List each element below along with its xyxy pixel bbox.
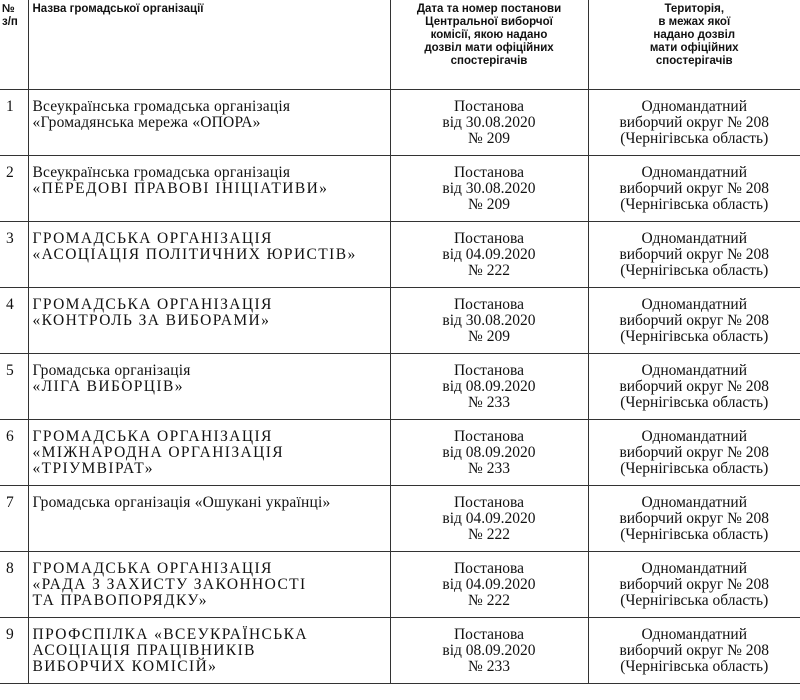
header-line: Центральної виборчої [425,16,553,28]
decision-line: Постанова [453,626,525,643]
territory-cell [588,156,800,222]
decision-line: Постанова [453,98,525,115]
decision-line: від 04.09.2020 [442,510,536,527]
territory-line: виборчий округ № 208 [619,576,770,593]
row-number: 3 [0,222,28,288]
header-organization [28,0,390,90]
row-number: 2 [0,156,28,222]
territory-line: (Чернігівська область) [620,658,769,675]
territory-cell [588,354,800,420]
decision-cell [390,486,588,552]
organization-name-line: ГРОМАДСЬКА ОРГАНІЗАЦІЯ [32,230,273,247]
decision-line: Постанова [453,494,525,511]
territory-line: Одномандатний [641,98,748,115]
organization-name-cell [28,90,390,156]
decision-line: від 08.09.2020 [442,444,536,461]
row-number: 4 [0,288,28,354]
territory-line: (Чернігівська область) [620,130,769,147]
organization-name-cell [28,552,390,618]
organization-name-line: ГРОМАДСЬКА ОРГАНІЗАЦІЯ [32,428,273,445]
organization-name-line: «АСОЦІАЦІЯ ПОЛІТИЧНИХ ЮРИСТІВ» [32,246,357,263]
organization-name-line: Всеукраїнська громадська організація [32,98,291,115]
organization-name-line: «ЛІГА ВИБОРЦІВ» [32,378,184,395]
header-row [0,0,800,90]
decision-line: № 233 [468,394,510,411]
table-row [0,90,800,156]
organization-name-cell [28,420,390,486]
row-number: 9 [0,618,28,684]
decision-line: Постанова [453,560,525,577]
territory-cell [588,288,800,354]
territory-line: виборчий округ № 208 [619,114,770,131]
header-line: з/п [2,16,18,28]
decision-line: Постанова [453,164,525,181]
territory-line: (Чернігівська область) [620,592,769,609]
organization-name-line: ПРОФСПІЛКА «ВСЕУКРАЇНСЬКА [32,626,308,643]
organization-name-line: Громадська організація «Ошукані українці» [32,494,331,511]
organization-name-cell [28,354,390,420]
decision-cell [390,156,588,222]
header-line: мати офіційних [649,42,739,54]
decision-cell [390,90,588,156]
row-number: 5 [0,354,28,420]
decision-line: № 222 [468,592,510,609]
decision-line: № 222 [468,526,510,543]
decision-line: № 233 [468,658,510,675]
row-number: 7 [0,486,28,552]
table-row [0,222,800,288]
decision-line: Постанова [453,428,525,445]
row-number: 8 [0,552,28,618]
organization-name-cell [28,288,390,354]
header-line: дозвіл мати офіційних [424,42,554,54]
territory-line: Одномандатний [641,560,748,577]
decision-line: № 233 [468,460,510,477]
row-number: 1 [0,90,28,156]
organization-name-line: «Громадянська мережа «ОПОРА» [32,114,261,131]
territory-line: Одномандатний [641,494,748,511]
organization-name-cell [28,618,390,684]
header-decision [390,0,588,90]
table-row [0,354,800,420]
territory-line: виборчий округ № 208 [619,642,770,659]
organization-name-line: Громадська організація [32,362,191,379]
territory-cell [588,222,800,288]
decision-line: від 30.08.2020 [442,312,536,329]
territory-line: виборчий округ № 208 [619,510,770,527]
organization-name-line: ГРОМАДСЬКА ОРГАНІЗАЦІЯ [32,560,273,577]
decision-cell [390,354,588,420]
territory-cell [588,486,800,552]
territory-line: (Чернігівська область) [620,460,769,477]
decision-line: Постанова [453,230,525,247]
territory-line: (Чернігівська область) [620,526,769,543]
organization-name-cell [28,486,390,552]
table-header [0,0,800,90]
header-line: надано дозвіл [653,29,736,41]
decision-line: від 30.08.2020 [442,180,536,197]
header-line: комісії, якою надано [430,29,548,41]
table-row [0,420,800,486]
territory-line: Одномандатний [641,626,748,643]
decision-line: Постанова [453,362,525,379]
decision-cell [390,618,588,684]
header-line: Дата та номер постанови [416,3,562,15]
table-row [0,288,800,354]
decision-line: Постанова [453,296,525,313]
territory-cell [588,552,800,618]
table-body [0,90,800,684]
territory-line: Одномандатний [641,362,748,379]
decision-cell [390,420,588,486]
header-line: спостерігачів [450,55,528,67]
territory-cell [588,618,800,684]
organization-name-line: «РАДА З ЗАХИСТУ ЗАКОННОСТІ [32,576,307,593]
territory-cell [588,90,800,156]
decision-line: № 209 [468,196,510,213]
decision-cell [390,222,588,288]
decision-line: від 04.09.2020 [442,246,536,263]
decision-line: № 209 [468,130,510,147]
organization-name-line: «МІЖНАРОДНА ОРГАНІЗАЦІЯ [32,444,285,461]
organization-name-cell [28,222,390,288]
header-territory [588,0,800,90]
organization-name-line: «ПЕРЕДОВІ ПРАВОВІ ІНІЦІАТИВИ» [32,180,329,197]
decision-line: від 08.09.2020 [442,378,536,395]
territory-line: Одномандатний [641,230,748,247]
territory-line: (Чернігівська область) [620,196,769,213]
organization-name-line: Всеукраїнська громадська організація [32,164,291,181]
territory-line: Одномандатний [641,428,748,445]
organization-name-line: АСОЦІАЦІЯ ПРАЦІВНИКІВ [32,642,256,659]
territory-line: виборчий округ № 208 [619,378,770,395]
header-line: спостерігачів [655,55,733,67]
decision-line: від 30.08.2020 [442,114,536,131]
header-line: Назва громадської організації [32,3,204,15]
territory-line: виборчий округ № 208 [619,246,770,263]
organization-name-line: «КОНТРОЛЬ ЗА ВИБОРАМИ» [32,312,271,329]
territory-line: (Чернігівська область) [620,262,769,279]
decision-line: № 222 [468,262,510,279]
table-row [0,618,800,684]
decision-line: від 08.09.2020 [442,642,536,659]
territory-line: виборчий округ № 208 [619,312,770,329]
header-number [0,0,28,90]
organization-name-cell [28,156,390,222]
territory-line: (Чернігівська область) [620,328,769,345]
table-row [0,486,800,552]
header-line: № [2,3,15,15]
organization-name-line: ТА ПРАВОПОРЯДКУ» [32,592,208,609]
header-line: в межах якої [658,16,731,28]
territory-line: (Чернігівська область) [620,394,769,411]
table-row [0,552,800,618]
territory-cell [588,420,800,486]
organization-name-line: «ТРІУМВІРАТ» [32,460,154,477]
decision-cell [390,552,588,618]
territory-line: Одномандатний [641,164,748,181]
row-number: 6 [0,420,28,486]
decision-line: № 209 [468,328,510,345]
organization-name-line: ГРОМАДСЬКА ОРГАНІЗАЦІЯ [32,296,273,313]
territory-line: виборчий округ № 208 [619,180,770,197]
decision-cell [390,288,588,354]
table-row [0,156,800,222]
header-line: Територія, [664,3,725,15]
territory-line: Одномандатний [641,296,748,313]
decision-line: від 04.09.2020 [442,576,536,593]
territory-line: виборчий округ № 208 [619,444,770,461]
organization-name-line: ВИБОРЧИХ КОМІСІЙ» [32,658,218,675]
